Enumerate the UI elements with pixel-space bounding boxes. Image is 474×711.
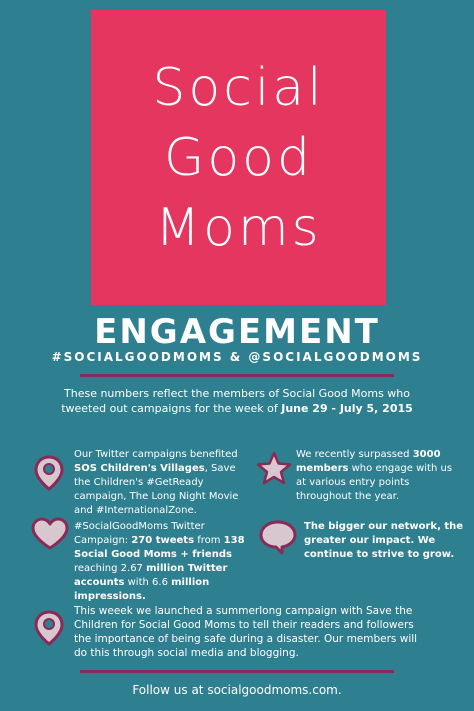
- network-text: The bigger our network, the greater our impact. We continue to strive to grow.: [304, 521, 464, 560]
- hero-line-1: Social: [152, 57, 325, 118]
- intro-text-main: These numbers reflect the members of Social Good Moms who tweeted out campaigns for the week of: [61, 387, 410, 415]
- divider-top: [80, 374, 394, 377]
- map-pin-icon-2: [34, 610, 64, 646]
- star-icon: [256, 451, 292, 485]
- hero-title-block: [91, 10, 386, 305]
- engagement-heading: ENGAGEMENT: [94, 312, 380, 352]
- campaign-stats-text: #SocialGoodMoms Twitter Campaign: 270 tweets from 138 Social Good Moms + friends reaching 2.67 million Twitter accounts with 6.6 million impressions.: [74, 521, 245, 602]
- heart-icon: [30, 517, 70, 551]
- twitter-campaigns-text: Our Twitter campaigns benefited SOS Children's Villages, Save the Children's #GetReady campaign, The Long Night Movie and #InternationalZone.: [74, 449, 239, 516]
- summer-campaign-text: This weeek we launched a summerlong campaign with Save the Children for Social Good Moms to tell their readers and followers the importance of being safe during a disaster. Our members will do this through social media and blogging.: [74, 605, 418, 659]
- map-pin-icon: [34, 455, 64, 491]
- footer-text: Follow us at socialgoodmoms.com.: [132, 683, 342, 697]
- hero-line-3: Moms: [155, 197, 322, 258]
- intro-dates: June 29 - July 5, 2015: [281, 402, 413, 415]
- intro-text: [40, 386, 434, 416]
- speech-bubble-icon: [258, 519, 298, 555]
- hashtags-line: #SOCIALGOODMOMS & @SOCIALGOODMOMS: [51, 350, 423, 364]
- hero-line-2: Good: [164, 127, 313, 188]
- members-text: We recently surpassed 3000 members who engage with us at various entry points throughout the year.: [296, 449, 453, 502]
- divider-bottom: [80, 670, 394, 673]
